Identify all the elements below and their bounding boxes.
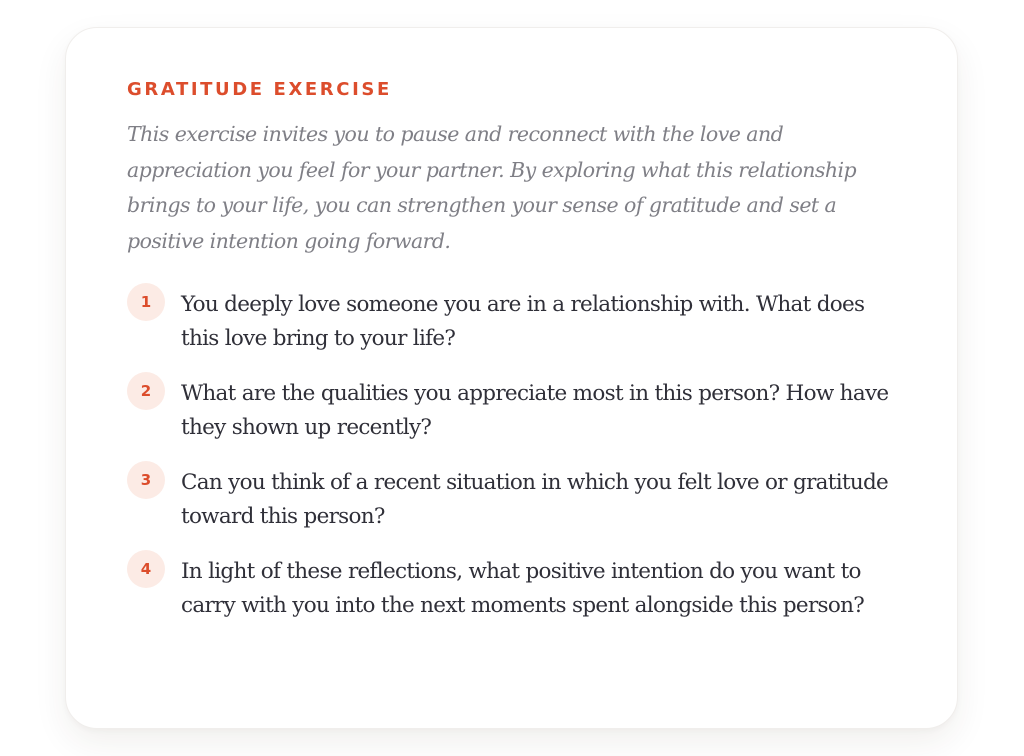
prompt-text: Can you think of a recent situation in which you felt love or gratitude toward this person? — [181, 470, 889, 529]
exercise-title: GRATITUDE EXERCISE — [127, 79, 392, 100]
gratitude-exercise-card — [65, 27, 958, 729]
list-item — [127, 466, 897, 534]
prompt-list — [127, 288, 897, 623]
list-item — [127, 377, 897, 445]
prompt-text: You deeply love someone you are in a relationship with. What does this love bring to your life? — [181, 292, 865, 351]
step-number-badge: 1 — [127, 283, 165, 321]
step-number-badge: 2 — [127, 372, 165, 410]
list-item — [127, 555, 897, 623]
step-number-badge: 3 — [127, 461, 165, 499]
step-number-badge: 4 — [127, 550, 165, 588]
prompt-text: What are the qualities you appreciate most in this person? How have they shown up recently? — [181, 381, 889, 440]
exercise-intro: This exercise invites you to pause and reconnect with the love and appreciation you feel for your partner. By exploring what this relationship brings to your life, you can strengthen your sense of gratitude and set a positive intention going forward. — [127, 122, 857, 253]
list-item — [127, 288, 897, 356]
prompt-text: In light of these reflections, what positive intention do you want to carry with you into the next moments spent alongside this person? — [181, 559, 865, 618]
